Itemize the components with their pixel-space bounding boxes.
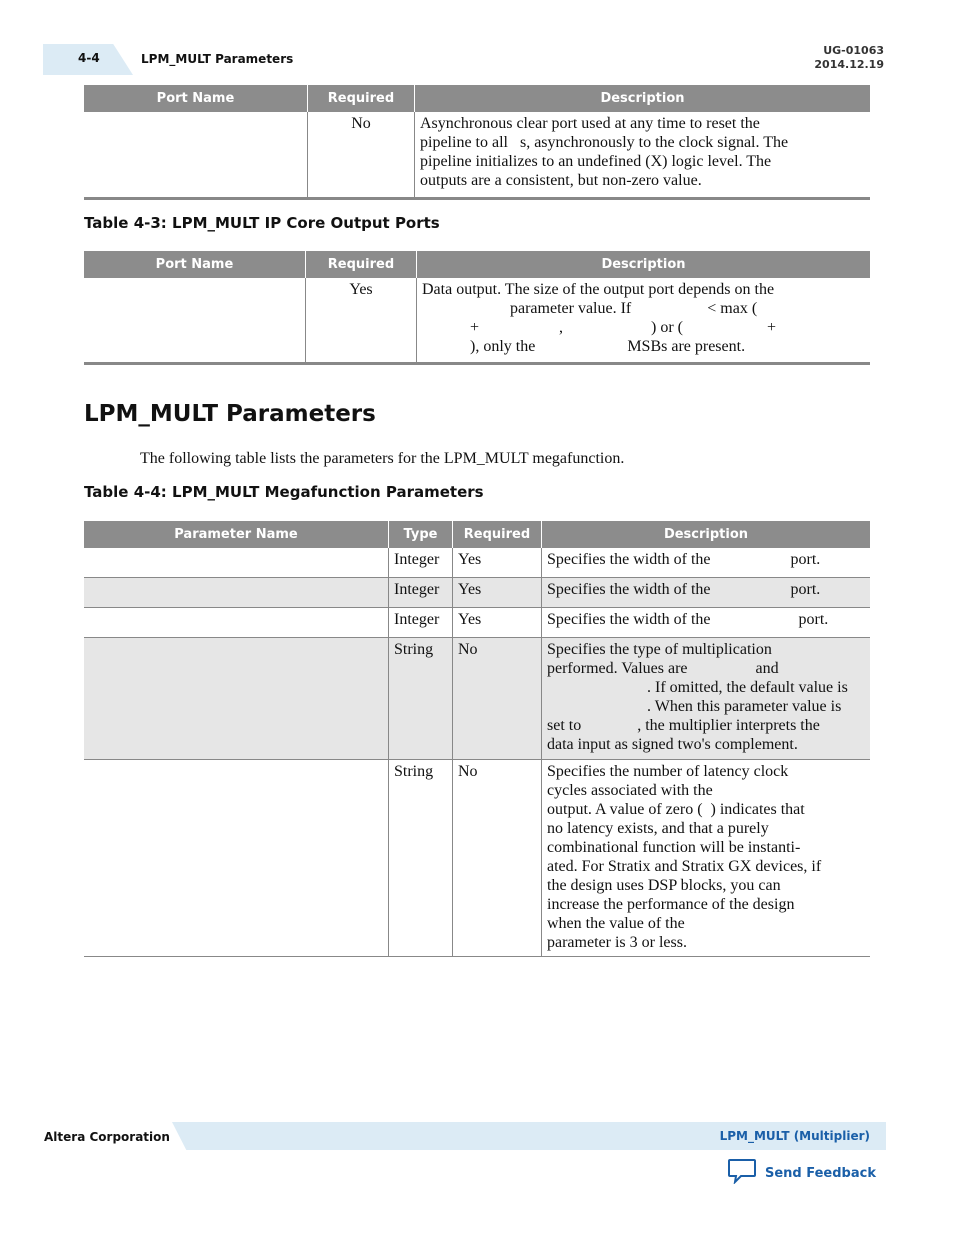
desc-line: pipeline to all s, asynchronously to the clock signal. The — [420, 134, 789, 151]
cell-required: Yes — [453, 548, 542, 578]
table-header-row — [84, 251, 870, 278]
desc-line: + , ) or ( + — [422, 319, 777, 336]
table-row — [84, 638, 870, 760]
cell-description — [542, 548, 871, 578]
send-feedback-button[interactable] — [727, 1158, 876, 1189]
col-port-name: Port Name — [84, 251, 306, 278]
table-row — [84, 578, 870, 608]
table-row — [84, 608, 870, 638]
col-required: Required — [306, 251, 417, 278]
table-header-row — [84, 521, 870, 548]
desc-line: Specifies the number of latency clock — [547, 763, 789, 780]
table-header-row — [84, 85, 870, 112]
desc-line: performed. Values are and — [547, 660, 779, 677]
col-port-name: Port Name — [84, 85, 308, 112]
table-continued — [84, 85, 870, 200]
cell-type: String — [389, 638, 453, 760]
cell-type: String — [389, 760, 453, 957]
col-required: Required — [453, 521, 542, 548]
table-caption: Table 4-4: LPM_MULT Megafunction Parameters — [84, 483, 484, 501]
desc-line: outputs are a consistent, but non-zero value. — [420, 172, 702, 189]
desc-line: combinational function will be instanti- — [547, 839, 801, 856]
cell-required: No — [453, 760, 542, 957]
cell-name — [84, 548, 389, 578]
cell-type: Integer — [389, 578, 453, 608]
table-caption: Table 4-3: LPM_MULT IP Core Output Ports — [84, 214, 440, 232]
doc-id-block — [814, 44, 884, 72]
intro-paragraph: The following table lists the parameters for the LPM_MULT megafunction. — [140, 450, 625, 467]
table-row — [84, 278, 870, 364]
doc-date: 2014.12.19 — [814, 58, 884, 71]
desc-line: ated. For Stratix and Stratix GX devices, if — [547, 858, 822, 875]
desc-line: no latency exists, and that a purely — [547, 820, 769, 837]
desc-line: when the value of the — [547, 915, 685, 932]
desc-line: Specifies the width of the port. — [547, 611, 829, 628]
desc-line: parameter is 3 or less. — [547, 934, 687, 951]
cell-port — [84, 112, 308, 199]
desc-line: parameter value. If < max ( — [422, 300, 758, 317]
cell-description — [542, 760, 871, 957]
desc-line: pipeline initializes to an undefined (X) logic level. The — [420, 153, 772, 170]
header-title: LPM_MULT Parameters — [141, 52, 294, 66]
desc-line: increase the performance of the design — [547, 896, 795, 913]
col-type: Type — [389, 521, 453, 548]
cell-description — [542, 638, 871, 760]
speech-bubble-icon — [727, 1158, 757, 1189]
cell-required: Yes — [306, 278, 417, 364]
desc-line: Asynchronous clear port used at any time to reset the — [420, 115, 760, 132]
cell-name — [84, 608, 389, 638]
desc-line: set to , the multiplier interprets the — [547, 717, 820, 734]
desc-line: . When this parameter value is — [547, 698, 842, 715]
desc-line: . If omitted, the default value is — [547, 679, 848, 696]
cell-type: Integer — [389, 548, 453, 578]
col-description: Description — [542, 521, 871, 548]
desc-line: output. A value of zero ( ) indicates that — [547, 801, 805, 818]
send-feedback-label: Send Feedback — [765, 1166, 876, 1181]
table-row — [84, 112, 870, 199]
desc-line: Data output. The size of the output port depends on the — [422, 281, 775, 298]
cell-name — [84, 760, 389, 957]
page-number: 4-4 — [78, 51, 100, 65]
table-row — [84, 760, 870, 957]
section-title: LPM_MULT Parameters — [84, 401, 376, 427]
cell-required: Yes — [453, 608, 542, 638]
desc-line: the design uses DSP blocks, you can — [547, 877, 781, 894]
desc-line: Specifies the width of the port. — [547, 581, 821, 598]
table-output-ports — [84, 251, 870, 365]
cell-required: No — [308, 112, 415, 199]
col-parameter-name: Parameter Name — [84, 521, 389, 548]
cell-description — [542, 608, 871, 638]
cell-description — [542, 578, 871, 608]
footer-chapter-link[interactable]: LPM_MULT (Multiplier) — [719, 1129, 870, 1143]
cell-name — [84, 638, 389, 760]
desc-line: Specifies the type of multiplication — [547, 641, 772, 658]
desc-line: cycles associated with the — [547, 782, 713, 799]
cell-required: No — [453, 638, 542, 760]
col-description: Description — [417, 251, 871, 278]
col-required: Required — [308, 85, 415, 112]
cell-required: Yes — [453, 578, 542, 608]
desc-line: Specifies the width of the port. — [547, 551, 821, 568]
cell-description — [417, 278, 871, 364]
col-description: Description — [415, 85, 871, 112]
cell-name — [84, 578, 389, 608]
cell-port — [84, 278, 306, 364]
cell-type: Integer — [389, 608, 453, 638]
desc-line: ), only the MSBs are present. — [422, 338, 746, 355]
table-row — [84, 548, 870, 578]
table-parameters — [84, 521, 870, 957]
cell-description — [415, 112, 871, 199]
footer-company: Altera Corporation — [44, 1130, 170, 1144]
doc-id: UG-01063 — [823, 44, 884, 57]
desc-line: data input as signed two's complement. — [547, 736, 798, 753]
